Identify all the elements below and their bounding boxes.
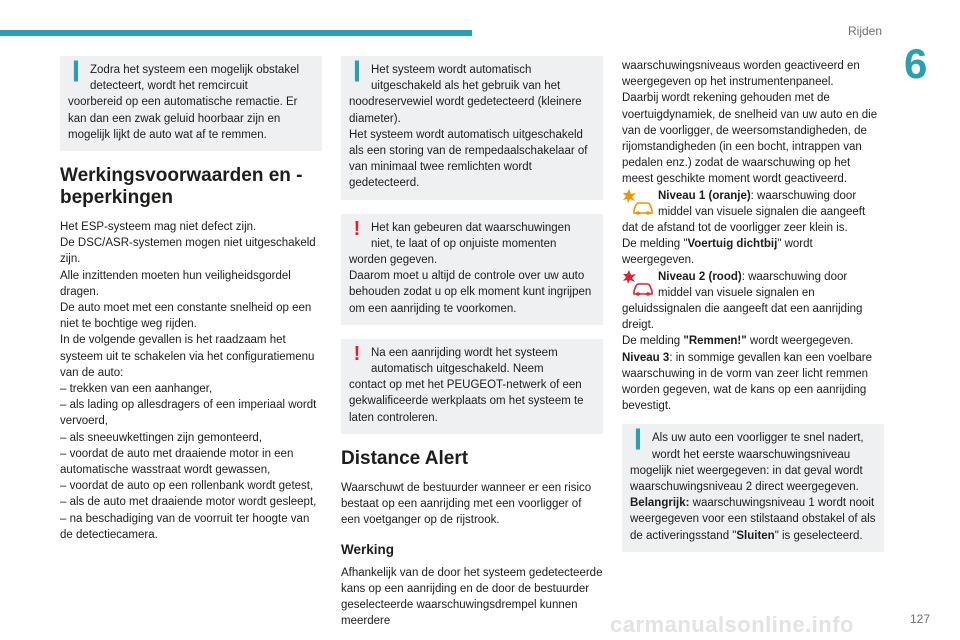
watermark: carmanualsonline.info: [610, 612, 854, 637]
list-item: – als de auto met draaiende motor wordt gesleept,: [60, 496, 317, 509]
paragraph: De DSC/ASR-systemen mogen niet uitgeschakeld zijn.: [60, 237, 316, 266]
header-accent-bar: [0, 30, 472, 36]
exclamation-icon: !: [353, 217, 361, 240]
paragraph: Alle inzittenden moeten hun veiligheidsgordel dragen.: [60, 269, 291, 298]
level-2-text: geluidssignalen die aangeeft dat een aanrijding dreigt.: [622, 303, 863, 332]
level-1-message: Voertuig dichtbij: [687, 238, 778, 251]
message-suffix: wordt weergegeven.: [746, 335, 854, 348]
level-3-title: Niveau 3: [622, 351, 670, 364]
level-2-message: "Remmen!": [683, 335, 747, 348]
info-box: [622, 424, 884, 551]
info-text: waarschuwingsniveau 1 wordt nooit weergegeven voor een stilstaand obstakel of als de activeringsstand ": [630, 497, 876, 542]
collision-alert-icon: [622, 188, 654, 216]
list-item: – trekken van een aanhanger,: [60, 383, 213, 396]
list-item: – als lading op allesdragers of een imperiaal wordt vervoerd,: [60, 399, 317, 428]
column-3: [622, 58, 884, 566]
list-item: – als sneeuwkettingen zijn gemonteerd,: [60, 431, 263, 444]
level-2-lead: : waarschuwing door middel van visuele signalen en: [658, 270, 848, 299]
info-text: voorbereid op een automatische remactie. Er kan dan een zwak geluid hoorbaar zijn en mogelijk lijkt de auto wat af te remmen.: [68, 96, 298, 141]
exclamation-icon: !: [353, 342, 361, 365]
important-label: Belangrijk:: [630, 497, 690, 510]
warning-text: contact op met het PEUGEOT-netwerk of een gekwalificeerde werkplaats om het systeem te laten controleren.: [349, 379, 584, 424]
page-number: 127: [910, 612, 931, 626]
message-suffix: " wordt weergegeven.: [622, 238, 813, 267]
column-2: [341, 56, 603, 629]
section-heading: Distance Alert: [341, 447, 469, 469]
warning-lead: Het kan gebeuren dat waarschuwingen niet, te laat of op onjuiste momenten: [371, 221, 571, 250]
info-bar-icon: ǀ: [633, 426, 643, 452]
info-text: " is geselecteerd.: [774, 529, 863, 542]
level-3-paragraph: [622, 350, 884, 415]
info-text: Het systeem wordt automatisch uitgeschakeld als een storing van de rempedaalschakelaar of van minimaal twee remlichten wordt gedetecteerd.: [349, 128, 588, 190]
warning-box: [341, 214, 603, 325]
section-title: Rijden: [848, 24, 883, 38]
paragraph: waarschuwingsniveaus worden geactiveerd en weergegeven op het instrumentenpaneel.: [622, 60, 860, 89]
level-3-text: : in sommige gevallen kan een voelbare waarschuwing in de vorm van zeer licht remmen worden gegeven, wat de kans op een aanrijding bevestigt.: [622, 351, 872, 413]
paragraph: De auto moet met een constante snelheid op een niet te bochtige weg rijden.: [60, 302, 312, 331]
warning-text: worden gegeven.: [349, 254, 438, 267]
info-bar-icon: ǀ: [352, 58, 362, 83]
level-1-text: dat de afstand tot de voorligger zeer klein is.: [622, 222, 848, 235]
info-bar-icon: ǀ: [71, 58, 81, 83]
chapter-number: 6: [904, 40, 928, 87]
info-text: mogelijk niet weergegeven: in dat geval wordt waarschuwingsniveau 2 direct weergegeven.: [630, 464, 863, 494]
subheading: Werking: [341, 542, 395, 558]
level-1-title: Niveau 1 (oranje): [658, 189, 751, 202]
column-1: [60, 56, 322, 543]
level-2-block: [622, 269, 884, 350]
info-box: [60, 56, 322, 151]
paragraph: Afhankelijk van de door het systeem gedetecteerde kans op een aanrijding en de door de bestuurder geselecteerde waarschuwingsdrempel kunnen meerdere: [341, 566, 603, 628]
info-lead: Als uw auto een voorligger te snel nadert, wordt het eerste waarschuwingsniveau: [652, 432, 864, 461]
message-prefix: De melding: [622, 335, 684, 348]
intro-text: Waarschuwt de bestuurder wanneer er een risico bestaat op een aanrijding met een voorligger of een voetganger op de rijstrook.: [341, 481, 592, 527]
paragraph: Daarbij wordt rekening gehouden met de voertuigdynamiek, de snelheid van uw auto en die van de voorligger, de weersomstandigheden, de rijomstandigheden (in een bocht, intrappen van pedalen enz.) zodat de waarschuwing op het meest geschikte moment wordt geactiveerd.: [622, 92, 878, 186]
list-item: – voordat de auto met draaiende motor in een automatische wasstraat wordt gewassen,: [60, 447, 294, 477]
warning-box: [341, 339, 603, 434]
section-heading: Werkingsvoorwaarden en -beperkingen: [60, 165, 303, 209]
conditions-list: [60, 219, 322, 543]
info-lead: Het systeem wordt automatisch uitgeschakeld als het gebruik van het: [371, 64, 561, 93]
message-prefix: De melding ": [622, 238, 688, 251]
warning-text: Daarom moet u altijd de controle over uw auto behouden zodat u op elk moment kunt ingrijpen om een aanrijding te voorkomen.: [349, 270, 592, 315]
paragraph: In de volgende gevallen is het raadzaam het systeem uit te schakelen via het configuratiemenu van de auto:: [60, 334, 315, 379]
warning-lead: Na een aanrijding wordt het systeem automatisch uitgeschakeld. Neem: [371, 346, 558, 376]
list-item: – na beschadiging van de voorruit ter hoogte van de detectiecamera.: [60, 512, 310, 541]
level-1-lead: : waarschuwing door middel van visuele signalen die aangeeft: [658, 189, 866, 218]
level-1-block: [622, 188, 884, 269]
collision-alert-icon: [622, 269, 654, 297]
info-text: noodreservewiel wordt gedetecteerd (kleinere diameter).: [349, 96, 582, 125]
list-item: – voordat de auto op een rollenbank wordt getest,: [60, 480, 314, 493]
paragraph: Het ESP-systeem mag niet defect zijn.: [60, 221, 257, 234]
level-2-title: Niveau 2 (rood): [658, 270, 742, 283]
info-box: [341, 56, 603, 200]
setting-name: Sluiten: [736, 529, 775, 542]
info-lead: Zodra het systeem een mogelijk obstakel detecteert, wordt het remcircuit: [90, 64, 300, 93]
